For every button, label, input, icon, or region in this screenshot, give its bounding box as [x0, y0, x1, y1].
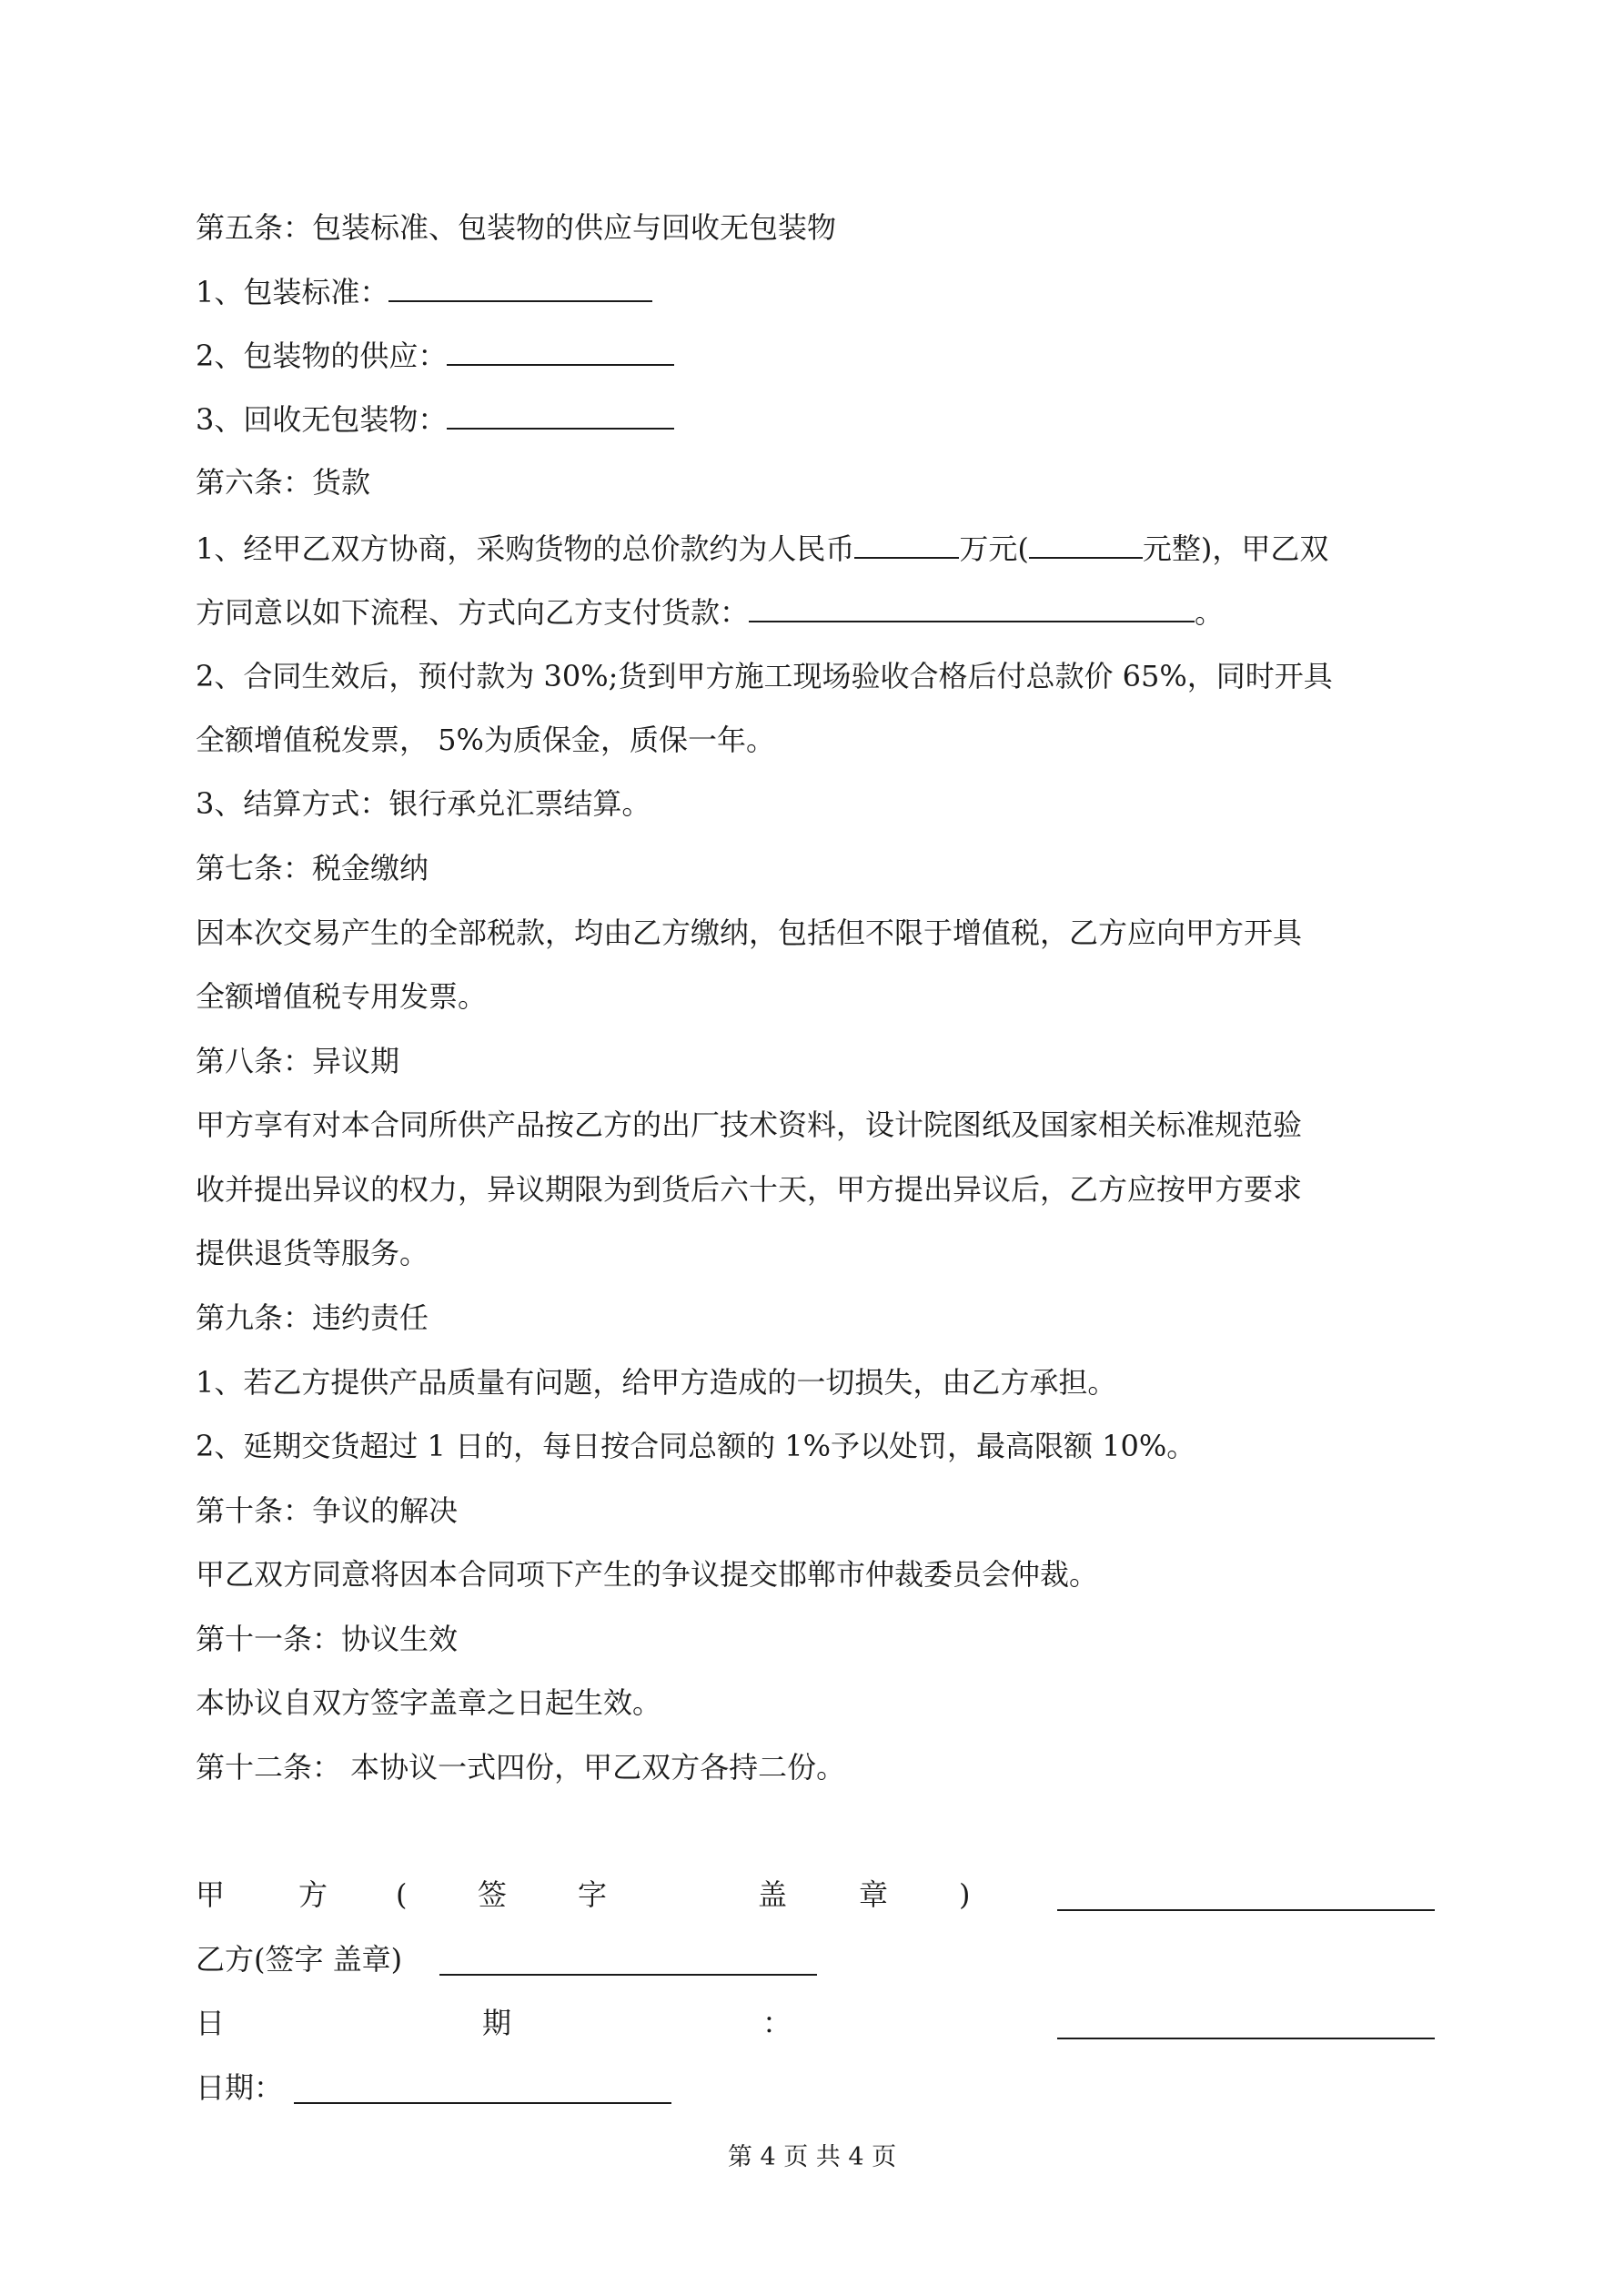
clause-11-title: 第十一条：协议生效: [196, 1622, 459, 1656]
date-a-colon: ：: [762, 2006, 792, 2040]
clause-6-item-2-line-2: 全额增值税发票， 5%为质保金，质保一年。: [196, 723, 775, 757]
party-a-char-2: 方: [298, 1877, 328, 1912]
clause-6-item-2-line-1: 2、合同生效后，预付款为 30%;货到甲方施工现场验收合格后付总款价 65%，同时开具: [196, 659, 1333, 693]
total-amount-wan-blank[interactable]: [854, 530, 959, 559]
clause-8-line-2: 收并提出异议的权力，异议期限为到货后六十天，甲方提出异议后，乙方应按甲方要求: [196, 1172, 1303, 1207]
packaging-standard-blank[interactable]: [388, 273, 652, 302]
party-a-char-sign-2: 字: [578, 1877, 608, 1912]
page-footer: 第 4 页 共 4 页: [727, 2143, 897, 2171]
clause-6-item-3: 3、结算方式：银行承兑汇票结算。: [196, 786, 651, 821]
clause-6-item-1-line-2: [196, 593, 1442, 630]
clause-5-item-3-label: 3、回收无包装物：: [196, 402, 448, 437]
party-a-signature-blank[interactable]: [1057, 1909, 1435, 1911]
clause-6-unit-wan: 万元(: [959, 531, 1029, 566]
clause-11-line-1: 本协议自双方签字盖章之日起生效。: [196, 1685, 662, 1720]
clause-9-item-1: 1、若乙方提供产品质量有问题，给甲方造成的一切损失，由乙方承担。: [196, 1365, 1117, 1400]
clause-10-title: 第十条：争议的解决: [196, 1493, 459, 1528]
party-a-char-seal-2: 章: [859, 1877, 889, 1912]
clause-5-item-2: [196, 337, 1442, 373]
clause-7-line-1: 因本次交易产生的全部税款，均由乙方缴纳，包括但不限于增值税，乙方应向甲方开具: [196, 915, 1303, 950]
clause-5-item-1-label: 1、包装标准：: [196, 275, 389, 309]
clause-8-title: 第八条：异议期: [196, 1044, 400, 1078]
clause-9-item-2: 2、延期交货超过 1 日的，每日按合同总额的 1%予以处罚，最高限额 10%。: [196, 1429, 1196, 1463]
clause-5-item-1: [196, 273, 1442, 309]
clause-7-title: 第七条：税金缴纳: [196, 851, 429, 885]
party-b-signature-blank[interactable]: [439, 1974, 817, 1976]
party-b-label: 乙方(签字 盖章): [196, 1942, 403, 1977]
party-a-close-paren: ): [959, 1877, 971, 1912]
party-a-char-seal-1: 盖: [758, 1877, 788, 1912]
packaging-supply-blank[interactable]: [447, 337, 674, 366]
clause-6-payment-text: 方同意以如下流程、方式向乙方支付货款：: [196, 595, 750, 630]
clause-5-item-3: [196, 400, 1442, 437]
date-a-char-1: 日: [196, 2006, 226, 2040]
clause-9-title: 第九条：违约责任: [196, 1300, 429, 1335]
clause-6-item-1-text: 1、经甲乙双方协商，采购货物的总价款约为人民币: [196, 531, 855, 566]
party-a-open-paren: (: [396, 1877, 408, 1912]
clause-6-title: 第六条：货款: [196, 465, 371, 500]
clause-10-line-1: 甲乙双方同意将因本合同项下产生的争议提交邯郸市仲裁委员会仲裁。: [196, 1557, 1099, 1592]
clause-6-item-1-tail: 元整)，甲乙双: [1142, 531, 1329, 566]
clause-5-title: 第五条：包装标准、包装物的供应与回收无包装物: [196, 210, 837, 245]
date-a-blank[interactable]: [1057, 2038, 1435, 2039]
clause-6-period: 。: [1195, 595, 1225, 630]
clause-8-line-1: 甲方享有对本合同所供产品按乙方的出厂技术资料，设计院图纸及国家相关标准规范验: [196, 1108, 1303, 1142]
clause-8-line-3: 提供退货等服务。: [196, 1236, 429, 1270]
date-a-char-2: 期: [482, 2006, 512, 2040]
packaging-recycle-blank[interactable]: [447, 400, 674, 430]
total-amount-yuan-blank[interactable]: [1029, 530, 1143, 559]
clause-6-item-1-line-1: [196, 530, 1442, 566]
clause-12: 第十二条： 本协议一式四份，甲乙双方各持二份。: [196, 1750, 846, 1785]
clause-7-line-2: 全额增值税专用发票。: [196, 979, 488, 1014]
party-a-char-sign-1: 签: [478, 1877, 508, 1912]
clause-5-item-2-label: 2、包装物的供应：: [196, 339, 448, 373]
party-a-char-1: 甲: [196, 1877, 226, 1912]
date-b-blank[interactable]: [294, 2102, 671, 2104]
payment-method-blank[interactable]: [749, 593, 1195, 622]
date-b-label: 日期：: [196, 2070, 284, 2105]
